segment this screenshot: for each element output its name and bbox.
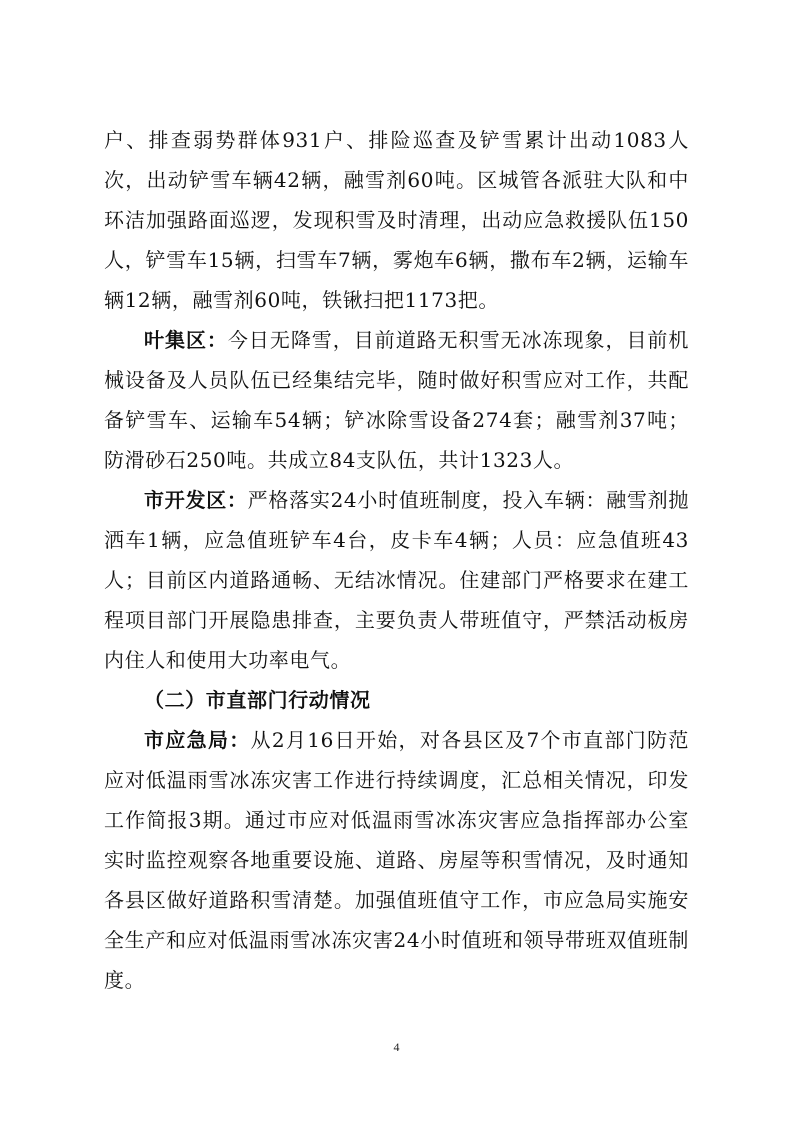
paragraph-text: 严格落实24小时值班制度，投入车辆：融雪剂抛洒车1辆，应急值班铲车4台，皮卡车4辆；人员：应急值班43人；目前区内道路通畅、无结冰情况。住建部门严格要求在建工程项目部门开展隐患排查，主要负责人带班值守，严禁活动板房内住人和使用大功率电气。 [104, 488, 689, 672]
document-body [104, 120, 689, 1000]
section-heading: （二）市直部门行动情况 [144, 688, 371, 712]
paragraph-yeji-district [104, 320, 689, 480]
paragraph-development-zone [104, 480, 689, 680]
paragraph-emergency-bureau [104, 720, 689, 1000]
paragraph-lead: 叶集区： [144, 328, 228, 352]
page-number: 4 [393, 1040, 400, 1054]
paragraph-text: 今日无降雪，目前道路无积雪无冰冻现象，目前机械设备及人员队伍已经集结完毕，随时做好积雪应对工作，共配备铲雪车、运输车54辆；铲冰除雪设备274套；融雪剂37吨；防滑砂石250吨。共成立84支队伍，共计1323人。 [104, 328, 689, 472]
paragraph-text: 户、排查弱势群体931户、排险巡查及铲雪累计出动1083人次，出动铲雪车辆42辆，融雪剂60吨。区城管各派驻大队和中环洁加强路面巡逻，发现积雪及时清理，出动应急救援队伍150人，铲雪车15辆，扫雪车7辆，雾炮车6辆，撒布车2辆，运输车辆12辆，融雪剂60吨，铁锹扫把1173把。 [104, 128, 689, 312]
paragraph-district-continued [104, 120, 689, 320]
paragraph-lead: 市开发区： [144, 488, 248, 512]
paragraph-text: 从2月16日开始，对各县区及7个市直部门防范应对低温雨雪冰冻灾害工作进行持续调度，汇总相关情况，印发工作简报3期。通过市应对低温雨雪冰冻灾害应急指挥部办公室实时监控观察各地重要设施、道路、房屋等积雪情况，及时通知各县区做好道路积雪清楚。加强值班值守工作，市应急局实施安全生产和应对低温雨雪冰冻灾害24小时值班和领导带班双值班制度。 [104, 728, 689, 992]
paragraph-lead: 市应急局： [144, 728, 251, 752]
